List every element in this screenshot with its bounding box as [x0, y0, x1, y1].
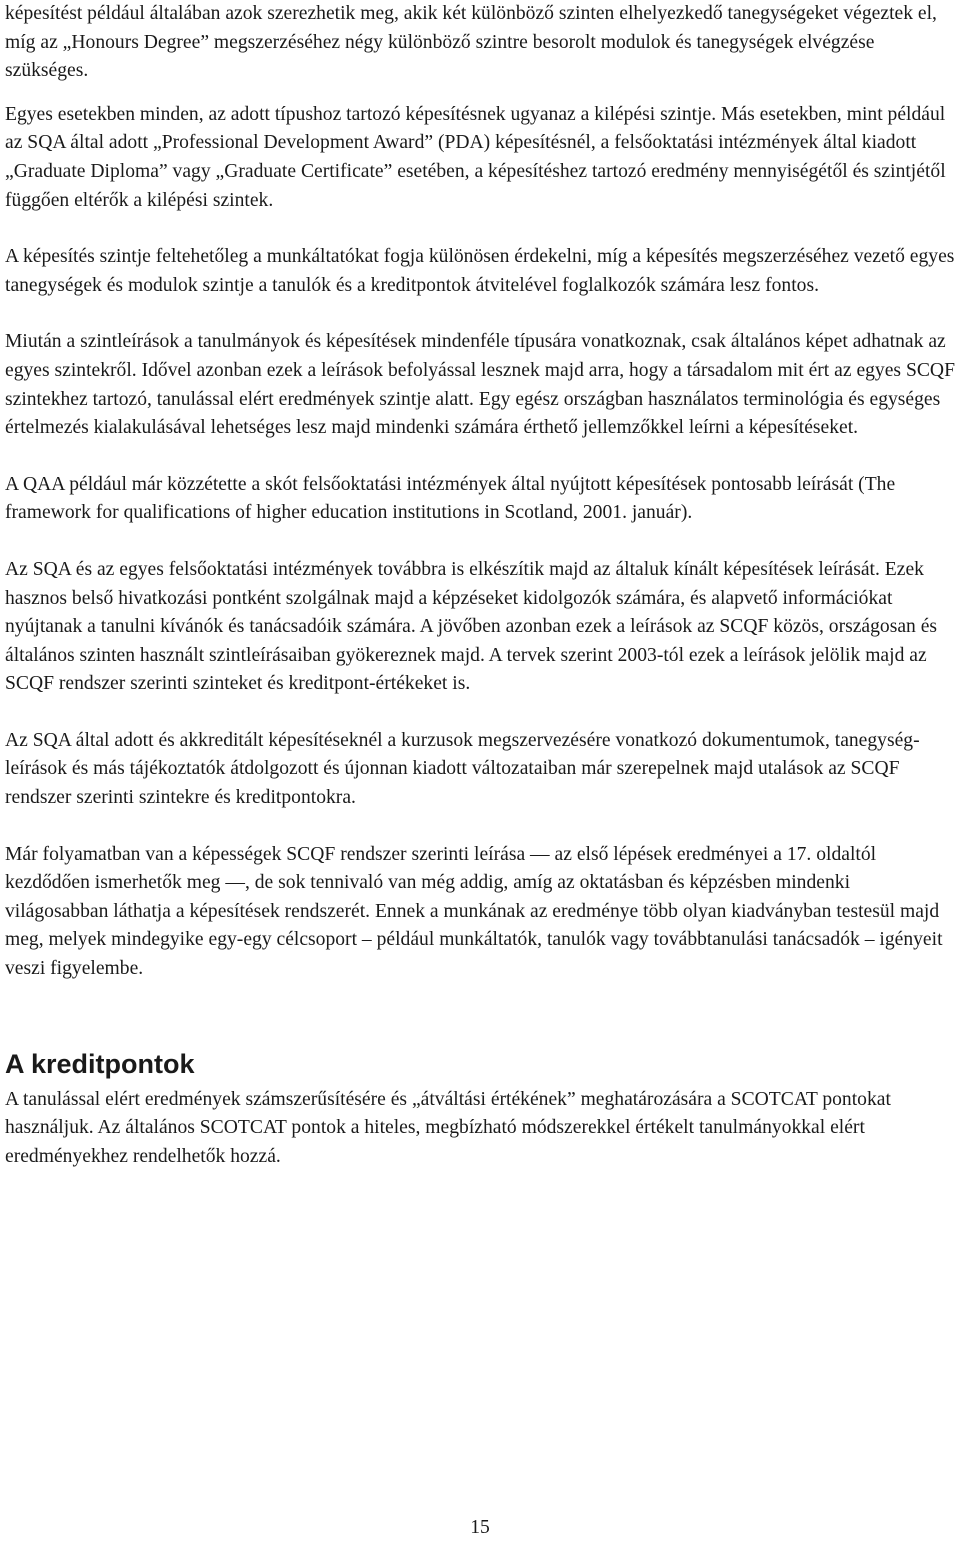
section-paragraph: A tanulással elért eredmények számszerűsítésére és „átváltási értékének” meghatározására a SCOTCAT pontokat használjuk. Az általános SCOTCAT pontok a hiteles, megbízható módszerekkel értékelt tanulmányokkal elért eredményekhez rendelhetők hozzá.: [5, 1088, 891, 1167]
document-page: [5, 0, 955, 1171]
paragraph-4: Miután a szintleírások a tanulmányok és képesítések mindenféle típusára vonatkoznak, csak általános képet adhatnak az egyes szintekről. Idővel azonban ezek a leírások befolyással lesznek majd arra, hogy a társadalom mit ért az egyes SCQF szintekhez tartozó, tanulással elért eredmények szintje alatt. Egy egész országban használatos terminológia és egységes értelmezés kialakulásával lehetséges lesz majd mindenki számára érthető jellemzőkkel leírni a képesítéseket.: [5, 331, 955, 439]
paragraph-1: képesítést például általában azok szerezhetik meg, akik két különböző szinten elhelyezkedő tanegységeket végeztek el, míg az „Honours Degree” megszerzéséhez négy különböző szintre besorolt modulok és tanegységek elvégzése szükséges.: [5, 3, 937, 82]
page-number: 15: [470, 1517, 490, 1538]
paragraph-6: Az SQA és az egyes felsőoktatási intézmények továbbra is elkészítik majd az általuk kínált képesítések leírását. Ezek hasznos belső hivatkozási pontként szolgálnak majd a képzéseket kidolgozók számára, és alapvető információkat nyújtanak a tanulni kívánók és tanácsadóik számára. A jövőben azonban ezek a leírások az SCQF közös, országosan és általános szinten használt szintleírásaiban gyökereznek majd. A tervek szerint 2003-tól ezek a leírások jelölik majd az SCQF rendszer szerinti szinteket és kreditpont-értékeket is.: [5, 558, 938, 695]
paragraph-8: Már folyamatban van a képességek SCQF rendszer szerinti leírása ― az első lépések eredményei a 17. oldaltól kezdődően ismerhetők meg ―, de sok tennivaló van még addig, amíg az oktatásban és képzésben mindenki világosabban láthatja a képesítések rendszerét. Ennek a munkának az eredménye több olyan kiadványban testesül majd meg, melyek mindegyike egy-egy célcsoport – például munkáltatók, tanulók vagy továbbtanulási tanácsadók – igényeit veszi figyelembe.: [5, 843, 943, 980]
paragraph-2: Egyes esetekben minden, az adott típushoz tartozó képesítésnek ugyanaz a kilépési szintje. Más esetekben, mint például az SQA által adott „Professional Development Award” (PDA) képesítésnél, a felsőoktatási intézmények által kiadott „Graduate Diploma” vagy „Graduate Certificate” esetében, a képesítéshez tartozó eredmény mennyiségétől és szintjétől függően eltérők a kilépési szintek.: [5, 103, 946, 211]
section-heading: A kreditpontok: [5, 1048, 195, 1079]
paragraph-5: A QAA például már közzétette a skót felsőoktatási intézmények által nyújtott képesítések pontosabb leírását (The framework for qualifications of higher education institutions in Scotland, 2001. január).: [5, 473, 896, 524]
paragraph-3: A képesítés szintje feltehetőleg a munkáltatókat fogja különösen érdekelni, míg a képesítés megszerzéséhez vezető egyes tanegységek és modulok szintje a tanulók és a kreditpontok átvitelével foglalkozók számára lesz fontos.: [5, 246, 955, 296]
paragraph-7: Az SQA által adott és akkreditált képesítéseknél a kurzusok megszervezésére vonatkozó dokumentumok, tanegység-leírások és más tájékoztatók átdolgozott és újonnan kiadott változataiban már szerepelnek majd utalások az SCQF rendszer szerinti szintekre és kreditpontokra.: [5, 729, 920, 809]
